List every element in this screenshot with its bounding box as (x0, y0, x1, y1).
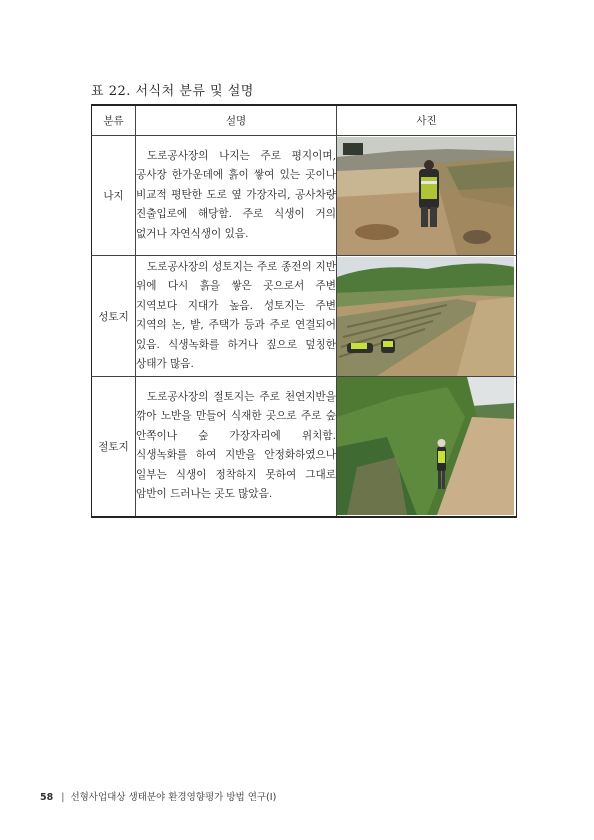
header-description: 설명 (136, 105, 337, 136)
row-photo (337, 377, 517, 517)
row-category: 성토지 (92, 256, 136, 377)
photo-bare-ground-image (337, 137, 514, 255)
footer-separator: | (61, 792, 65, 803)
description-text: 도로공사장의 성토지는 주로 종전의 지반 위에 다시 흙을 쌓은 곳으로서 주변 지역보다 지대가 높음. 성토지는 주변 지역의 논, 밭, 주택가 등과 주로 연결되어 있음. 식생녹화를 하거나 짚으로 덮칭한 상태가 많음. (136, 260, 336, 370)
table-row (92, 256, 517, 377)
row-description (136, 377, 337, 517)
photo-cut-slope-image (337, 377, 514, 515)
header-category: 분류 (92, 105, 136, 136)
page-number: 58 (40, 792, 54, 803)
row-photo (337, 256, 517, 377)
row-description (136, 256, 337, 377)
habitat-table (91, 104, 517, 518)
description-text: 도로공사장의 절토지는 주로 천연지반을 깎아 노반을 만들어 식재한 곳으로 주로 숲 안쪽이나 숲 가장자리에 위치함. 식생녹화를 하여 지반을 안정화하였으나 일부는 식생이 정착하지 못하여 그대로 암반이 드러나는 곳도 많았음. (136, 390, 336, 501)
row-description (136, 136, 337, 256)
photo-embankment-image (337, 257, 514, 376)
running-title: 선형사업대상 생태분야 환경영향평가 방법 연구(Ⅰ) (70, 792, 277, 803)
table-title: 표 22. 서식처 분류 및 설명 (91, 84, 254, 99)
table-row (92, 136, 517, 256)
description-text: 도로공사장의 나지는 주로 평지이며, 공사장 한가운데에 흙이 쌓여 있는 곳이나 비교적 평탄한 도로 옆 가장자리, 공사차량 진출입로에 해당함. 주로 식생이 거의 없거나 자연식생이 있음. (136, 149, 336, 240)
row-category: 절토지 (92, 377, 136, 517)
row-category: 나지 (92, 136, 136, 256)
table-row (92, 377, 517, 517)
table-header-row (92, 105, 517, 136)
header-photo: 사진 (337, 105, 517, 136)
page-footer (40, 789, 276, 803)
row-photo (337, 136, 517, 256)
